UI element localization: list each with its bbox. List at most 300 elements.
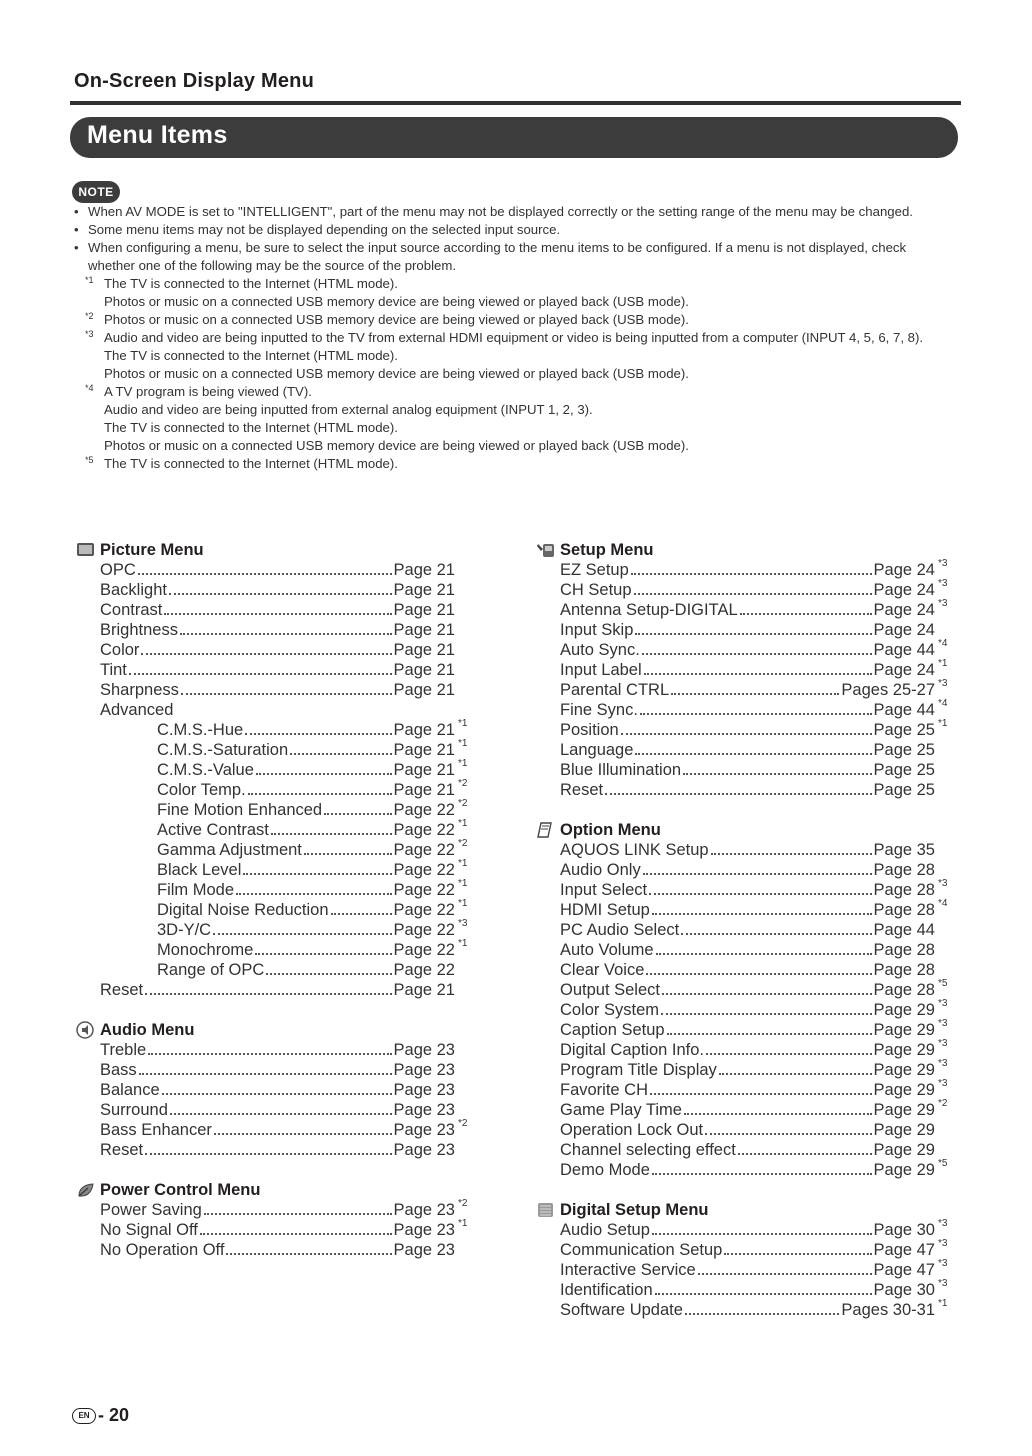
menu-item-name: Communication Setup xyxy=(560,1241,723,1259)
footnote-line: Audio and video are being inputted to the TV from external HDMI equipment or video is being inputted from a computer (INPUT 4, 5, 6, 7, 8). xyxy=(104,330,924,345)
footnote-5 xyxy=(74,455,944,473)
banner-title: Menu Items xyxy=(87,121,228,149)
menu-item-row xyxy=(100,660,470,680)
menu-item-name: Software Update xyxy=(560,1301,683,1319)
footnote-ref: *1 xyxy=(458,898,468,909)
menu-item-page: Page 21 xyxy=(393,561,455,579)
footnote-ref: *3 xyxy=(938,598,948,609)
dot-leader xyxy=(635,753,871,755)
menu-item-row xyxy=(560,1120,950,1140)
menu-item-name: Interactive Service xyxy=(560,1261,696,1279)
menu-item-page: Page 23 xyxy=(393,1101,455,1119)
menu-item-name: Bass xyxy=(100,1061,137,1079)
menu-item-name: 3D-Y/C xyxy=(157,921,212,939)
menu-item-page: Page 29 xyxy=(873,1121,935,1139)
footnote-ref: *1 xyxy=(458,878,468,889)
dot-leader xyxy=(655,1293,872,1295)
footnote-3 xyxy=(74,329,944,347)
option-menu-icon xyxy=(536,821,556,839)
menu-item-page: Page 21 xyxy=(393,681,455,699)
footnote-line: Photos or music on a connected USB memory device are being viewed or played back (USB mode). xyxy=(104,438,689,453)
dot-leader xyxy=(667,1033,872,1035)
menu-item-row xyxy=(100,1040,470,1060)
menu-item-page: Page 47 xyxy=(873,1241,935,1259)
dot-leader xyxy=(213,933,391,935)
section-title: On-Screen Display Menu xyxy=(74,70,315,92)
footnote-mark: *3 xyxy=(85,329,94,339)
footnote-ref: *1 xyxy=(458,818,468,829)
footnote-ref: *4 xyxy=(938,698,948,709)
page-number: - 20 xyxy=(98,1405,130,1425)
menu-item-page: Page 28 xyxy=(873,981,935,999)
menu-item-page: Page 24 xyxy=(873,661,935,679)
menu-item-page: Page 28 xyxy=(873,941,935,959)
menu-item-row xyxy=(560,660,950,680)
menu-item-name: No Signal Off xyxy=(100,1221,198,1239)
dot-leader xyxy=(148,1053,391,1055)
dot-leader xyxy=(649,893,871,895)
dot-leader xyxy=(724,1253,871,1255)
footnote-ref: *3 xyxy=(458,918,468,929)
menu-item-page: Page 29 xyxy=(873,1061,935,1079)
language-badge: EN xyxy=(72,1408,96,1424)
notes-block xyxy=(74,203,944,473)
menu-item-row xyxy=(100,580,470,600)
menu-item-page: Page 21 xyxy=(393,761,455,779)
menu-item-page: Page 21 xyxy=(393,641,455,659)
footnote-ref: *3 xyxy=(938,998,948,1009)
footnote-ref: *3 xyxy=(938,1258,948,1269)
menu-item-row xyxy=(100,1220,470,1240)
menu-item-name: Power Saving xyxy=(100,1201,202,1219)
menu-item-name: HDMI Setup xyxy=(560,901,650,919)
menu-item-page: Page 22 xyxy=(393,961,455,979)
dot-leader xyxy=(635,633,871,635)
menu-item-row xyxy=(560,1240,950,1260)
menu-item-page: Page 44 xyxy=(873,641,935,659)
digital-setup-menu-icon xyxy=(536,1201,556,1219)
footnote-ref: *1 xyxy=(458,758,468,769)
menu-item-row xyxy=(560,720,950,740)
menu-item-page: Page 29 xyxy=(873,1141,935,1159)
menu-item-name: PC Audio Select xyxy=(560,921,680,939)
menu-item-page: Page 28 xyxy=(873,961,935,979)
picture-reset-row xyxy=(100,980,470,1000)
dot-leader xyxy=(740,613,872,615)
menu-item-name: Output Select xyxy=(560,981,660,999)
menu-item-name: Channel selecting effect xyxy=(560,1141,736,1159)
footnote-ref: *5 xyxy=(938,978,948,989)
footnote-ref: *1 xyxy=(458,718,468,729)
menu-item-row xyxy=(560,960,950,980)
menu-item-row xyxy=(100,600,470,620)
menu-item-row xyxy=(560,1080,950,1100)
menu-item-name: Audio Setup xyxy=(560,1221,650,1239)
menu-item-page: Page 21 xyxy=(393,581,455,599)
menu-item-row xyxy=(100,1080,470,1100)
menu-item-row xyxy=(560,1260,950,1280)
power-menu-list xyxy=(100,1200,470,1260)
menu-item-page: Page 29 xyxy=(873,1101,935,1119)
menu-item-name: Game Play Time xyxy=(560,1101,682,1119)
menu-item-name: OPC xyxy=(100,561,136,579)
footnote-ref: *3 xyxy=(938,1018,948,1029)
menu-item-page: Page 47 xyxy=(873,1261,935,1279)
menu-item-row xyxy=(560,780,950,800)
dot-leader xyxy=(684,1113,872,1115)
picture-advanced-list xyxy=(100,720,470,980)
menu-item-page: Page 28 xyxy=(873,881,935,899)
menu-item-page: Page 29 xyxy=(873,1081,935,1099)
menu-item-row xyxy=(560,760,950,780)
dot-leader xyxy=(605,793,871,795)
menu-item-row xyxy=(100,1140,470,1160)
dot-leader xyxy=(719,1073,872,1075)
dot-leader xyxy=(738,1153,872,1155)
menu-item-page: Page 44 xyxy=(873,701,935,719)
footnote-ref: *1 xyxy=(938,658,948,669)
footnote-mark: *5 xyxy=(85,455,94,465)
note-bullet: • When AV MODE is set to "INTELLIGENT", part of the menu may not be displayed correctly or the setting range of the menu may be changed. xyxy=(74,203,944,221)
footnote-ref: *3 xyxy=(938,878,948,889)
dot-leader xyxy=(643,873,872,875)
dot-leader xyxy=(145,993,391,995)
picture-menu-title: Picture Menu xyxy=(100,541,204,559)
dot-leader xyxy=(256,773,392,775)
menu-item-row xyxy=(560,1040,950,1060)
menu-item-page: Page 22 xyxy=(393,901,455,919)
dot-leader xyxy=(200,1233,392,1235)
menu-item-page: Page 21 xyxy=(393,981,455,999)
menu-item-name: Clear Voice xyxy=(560,961,645,979)
footnote-line: A TV program is being viewed (TV). xyxy=(104,384,312,399)
footnote-4 xyxy=(74,383,944,401)
menu-item-row xyxy=(560,1020,950,1040)
footnote-ref: *3 xyxy=(938,558,948,569)
menu-item-page: Page 25 xyxy=(873,761,935,779)
menu-item-page: Page 35 xyxy=(873,841,935,859)
footnote-ref: *3 xyxy=(938,678,948,689)
dot-leader xyxy=(646,973,871,975)
menu-item-name: Fine Sync. xyxy=(560,701,638,719)
menu-item-name: Auto Volume xyxy=(560,941,654,959)
footnote-mark: *2 xyxy=(85,311,94,321)
dot-leader xyxy=(169,593,392,595)
menu-item-row xyxy=(560,1280,950,1300)
footnote-ref: *1 xyxy=(458,1218,468,1229)
footnote-ref: *3 xyxy=(938,1238,948,1249)
menu-item-page: Page 22 xyxy=(393,841,455,859)
dot-leader xyxy=(181,693,392,695)
menu-item-name: Black Level xyxy=(157,861,242,879)
menu-item-row xyxy=(560,1000,950,1020)
dot-leader xyxy=(671,693,839,695)
menu-item-row xyxy=(560,980,950,1000)
menu-item-row xyxy=(100,720,470,740)
menu-item-row xyxy=(100,940,470,960)
menu-item-row xyxy=(560,560,950,580)
page-footer xyxy=(72,1405,129,1426)
menu-item-page: Page 23 xyxy=(393,1141,455,1159)
picture-menu-heading xyxy=(100,540,470,560)
dot-leader xyxy=(705,1133,871,1135)
menu-item-name: Caption Setup xyxy=(560,1021,665,1039)
menu-item-name: Language xyxy=(560,741,634,759)
power-menu-title: Power Control Menu xyxy=(100,1181,261,1199)
menu-item-page: Page 29 xyxy=(873,1161,935,1179)
footnote-line: Photos or music on a connected USB memory device are being viewed or played back (USB mode). xyxy=(104,366,689,381)
digital-setup-menu-list xyxy=(560,1220,950,1320)
dot-leader xyxy=(661,1013,871,1015)
audio-menu-icon xyxy=(76,1021,96,1039)
menu-item-row xyxy=(100,880,470,900)
menu-item-name: Demo Mode xyxy=(560,1161,650,1179)
menu-item-name: AQUOS LINK Setup xyxy=(560,841,709,859)
dot-leader xyxy=(271,833,392,835)
menu-item-page: Page 25 xyxy=(873,781,935,799)
menu-item-page: Page 30 xyxy=(873,1221,935,1239)
dot-leader xyxy=(164,613,391,615)
menu-item-page: Page 25 xyxy=(873,721,935,739)
left-column xyxy=(100,540,470,1260)
footnote-ref: *3 xyxy=(938,1078,948,1089)
menu-item-name: Digital Caption Info. xyxy=(560,1041,704,1059)
menu-item-page: Page 22 xyxy=(393,821,455,839)
setup-menu-heading xyxy=(560,540,950,560)
menu-item-row xyxy=(560,1100,950,1120)
footnote-line: Audio and video are being inputted from external analog equipment (INPUT 1, 2, 3). xyxy=(104,402,593,417)
menu-item-row xyxy=(560,1060,950,1080)
dot-leader xyxy=(706,1053,872,1055)
menu-item-page: Page 30 xyxy=(873,1281,935,1299)
menu-item-page: Page 23 xyxy=(393,1121,455,1139)
menu-item-row xyxy=(100,980,470,1000)
menu-item-page: Page 23 xyxy=(393,1041,455,1059)
menu-item-row xyxy=(560,620,950,640)
menu-item-page: Page 29 xyxy=(873,1021,935,1039)
menu-item-row xyxy=(100,800,470,820)
dot-leader xyxy=(634,593,872,595)
menu-item-row xyxy=(100,1240,470,1260)
dot-leader xyxy=(681,933,871,935)
menu-item-row xyxy=(560,580,950,600)
footnote-ref: *3 xyxy=(938,1058,948,1069)
menu-item-row xyxy=(560,880,950,900)
menu-item-name: Color xyxy=(100,641,140,659)
menu-item-row xyxy=(100,820,470,840)
dot-leader xyxy=(266,973,391,975)
menu-item-page: Page 23 xyxy=(393,1061,455,1079)
dot-leader xyxy=(642,653,872,655)
menu-item-page: Page 21 xyxy=(393,661,455,679)
menu-item-name: Program Title Display xyxy=(560,1061,717,1079)
menu-item-name: Gamma Adjustment xyxy=(157,841,302,859)
menu-item-row xyxy=(560,600,950,620)
menu-item-page: Page 22 xyxy=(393,941,455,959)
dot-leader xyxy=(662,993,872,995)
footnote-mark: *4 xyxy=(85,383,94,393)
menu-item-row xyxy=(100,700,470,720)
menu-item-name: Fine Motion Enhanced xyxy=(157,801,323,819)
menu-item-row xyxy=(100,1120,470,1140)
menu-item-row xyxy=(100,760,470,780)
menu-item-name: Color System xyxy=(560,1001,660,1019)
menu-item-name: Input Skip xyxy=(560,621,634,639)
footnote-ref: *3 xyxy=(938,1278,948,1289)
menu-item-name: Input Select xyxy=(560,881,648,899)
menu-item-page: Page 22 xyxy=(393,881,455,899)
note-bullet: • Some menu items may not be displayed depending on the selected input source. xyxy=(74,221,944,239)
menu-item-name: Audio Only xyxy=(560,861,641,879)
dot-leader xyxy=(304,853,392,855)
menu-item-name: C.M.S.-Hue xyxy=(157,721,244,739)
note-badge: NOTE xyxy=(72,181,120,203)
dot-leader xyxy=(683,773,871,775)
menu-item-name: Antenna Setup-DIGITAL xyxy=(560,601,738,619)
menu-item-row xyxy=(100,900,470,920)
menu-item-row xyxy=(560,1220,950,1240)
digital-menu-heading xyxy=(560,1200,950,1220)
menu-item-name: Contrast xyxy=(100,601,163,619)
menu-item-name: Sharpness xyxy=(100,681,179,699)
dot-leader xyxy=(255,953,391,955)
footnote-ref: *3 xyxy=(938,1038,948,1049)
option-menu-heading xyxy=(560,820,950,840)
dot-leader xyxy=(324,813,391,815)
menu-item-page: Page 22 xyxy=(393,861,455,879)
menu-item-name: Range of OPC xyxy=(157,961,265,979)
menu-item-page: Page 44 xyxy=(873,921,935,939)
dot-leader xyxy=(141,653,391,655)
menu-item-name: Reset xyxy=(560,781,604,799)
footnote-1 xyxy=(74,275,944,293)
menu-item-row xyxy=(560,640,950,660)
dot-leader xyxy=(652,1233,872,1235)
menu-item-row xyxy=(560,1140,950,1160)
menu-item-row xyxy=(100,740,470,760)
header-rule xyxy=(70,101,961,105)
menu-item-page: Page 22 xyxy=(393,801,455,819)
menu-item-page: Page 28 xyxy=(873,901,935,919)
dot-leader xyxy=(656,953,872,955)
menu-item-page: Page 24 xyxy=(873,621,935,639)
dot-leader xyxy=(170,1113,392,1115)
menu-item-page: Page 24 xyxy=(873,561,935,579)
menu-item-name: EZ Setup xyxy=(560,561,629,579)
option-menu-list xyxy=(560,840,950,1180)
dot-leader xyxy=(650,1093,871,1095)
menu-item-row xyxy=(560,900,950,920)
menu-item-name: Monochrome xyxy=(157,941,254,959)
menu-item-page: Page 29 xyxy=(873,1001,935,1019)
audio-menu-list xyxy=(100,1040,470,1160)
menu-item-row xyxy=(100,1100,470,1120)
dot-leader xyxy=(290,753,391,755)
menu-item-name: Identification xyxy=(560,1281,653,1299)
footnote-ref: *2 xyxy=(938,1098,948,1109)
menu-item-page: Page 22 xyxy=(393,921,455,939)
menu-item-name: Balance xyxy=(100,1081,160,1099)
dot-leader xyxy=(698,1273,872,1275)
menu-item-name: Input Label xyxy=(560,661,642,679)
note-bullet: • When configuring a menu, be sure to select the input source according to the menu items to be configured. If a menu is not displayed, check whether one of the following may be the source of the problem. xyxy=(74,239,944,275)
setup-menu-icon xyxy=(536,541,556,559)
menu-item-row xyxy=(100,1060,470,1080)
menu-item-page: Page 28 xyxy=(873,861,935,879)
menu-item-name: Active Contrast xyxy=(157,821,269,839)
dot-leader xyxy=(226,1253,391,1255)
menu-item-row xyxy=(100,680,470,700)
dot-leader xyxy=(621,733,872,735)
menu-item-page: Page 21 xyxy=(393,741,455,759)
footnote-line: The TV is connected to the Internet (HTML mode). xyxy=(104,348,398,363)
footnote-ref: *1 xyxy=(458,738,468,749)
menu-item-name: Color Temp. xyxy=(157,781,246,799)
dot-leader xyxy=(139,1073,392,1075)
menu-item-name: Auto Sync. xyxy=(560,641,640,659)
menu-item-row xyxy=(560,920,950,940)
dot-leader xyxy=(631,573,872,575)
menu-item-row xyxy=(100,1200,470,1220)
menu-item-name: Parental CTRL xyxy=(560,681,670,699)
dot-leader xyxy=(145,1153,391,1155)
menu-item-page: Page 25 xyxy=(873,741,935,759)
footnote-ref: *2 xyxy=(458,798,468,809)
menu-item-row xyxy=(100,920,470,940)
dot-leader xyxy=(331,913,392,915)
menu-item-name: Blue Illumination xyxy=(560,761,682,779)
footnote-line: Photos or music on a connected USB memory device are being viewed or played back (USB mode). xyxy=(104,312,689,327)
menu-item-page: Page 23 xyxy=(393,1081,455,1099)
menu-item-page: Page 23 xyxy=(393,1201,455,1219)
setup-menu-title: Setup Menu xyxy=(560,541,654,559)
footnote-line: The TV is connected to the Internet (HTML mode). xyxy=(104,276,398,291)
power-menu-icon xyxy=(76,1181,96,1199)
menu-item-page: Page 21 xyxy=(393,621,455,639)
dot-leader xyxy=(138,573,392,575)
picture-menu-list xyxy=(100,560,470,720)
footnote-ref: *3 xyxy=(938,578,948,589)
menu-item-row xyxy=(560,940,950,960)
dot-leader xyxy=(652,1173,872,1175)
menu-item-row xyxy=(100,560,470,580)
menu-item-page: Page 21 xyxy=(393,721,455,739)
menu-item-page: Pages 25-27 xyxy=(841,681,935,699)
menu-item-page: Page 23 xyxy=(393,1241,455,1259)
footnote-ref: *2 xyxy=(458,1198,468,1209)
dot-leader xyxy=(652,913,872,915)
footnote-line: Photos or music on a connected USB memory device are being viewed or played back (USB mode). xyxy=(104,294,689,309)
option-menu-title: Option Menu xyxy=(560,821,661,839)
menu-item-row xyxy=(100,860,470,880)
digital-menu-title: Digital Setup Menu xyxy=(560,1201,709,1219)
footnote-ref: *1 xyxy=(938,718,948,729)
footnote-ref: *1 xyxy=(458,938,468,949)
menu-item-page: Page 29 xyxy=(873,1041,935,1059)
menu-item-row xyxy=(100,780,470,800)
menu-item-row xyxy=(560,1300,950,1320)
dot-leader xyxy=(644,673,872,675)
menu-item-row xyxy=(100,620,470,640)
dot-leader xyxy=(204,1213,392,1215)
menu-item-row xyxy=(560,700,950,720)
footnote-ref: *2 xyxy=(458,838,468,849)
menu-item-row xyxy=(560,840,950,860)
footnote-ref: *5 xyxy=(938,1158,948,1169)
dot-leader xyxy=(248,793,392,795)
footnote-ref: *2 xyxy=(458,1118,468,1129)
menu-item-name: Tint xyxy=(100,661,127,679)
